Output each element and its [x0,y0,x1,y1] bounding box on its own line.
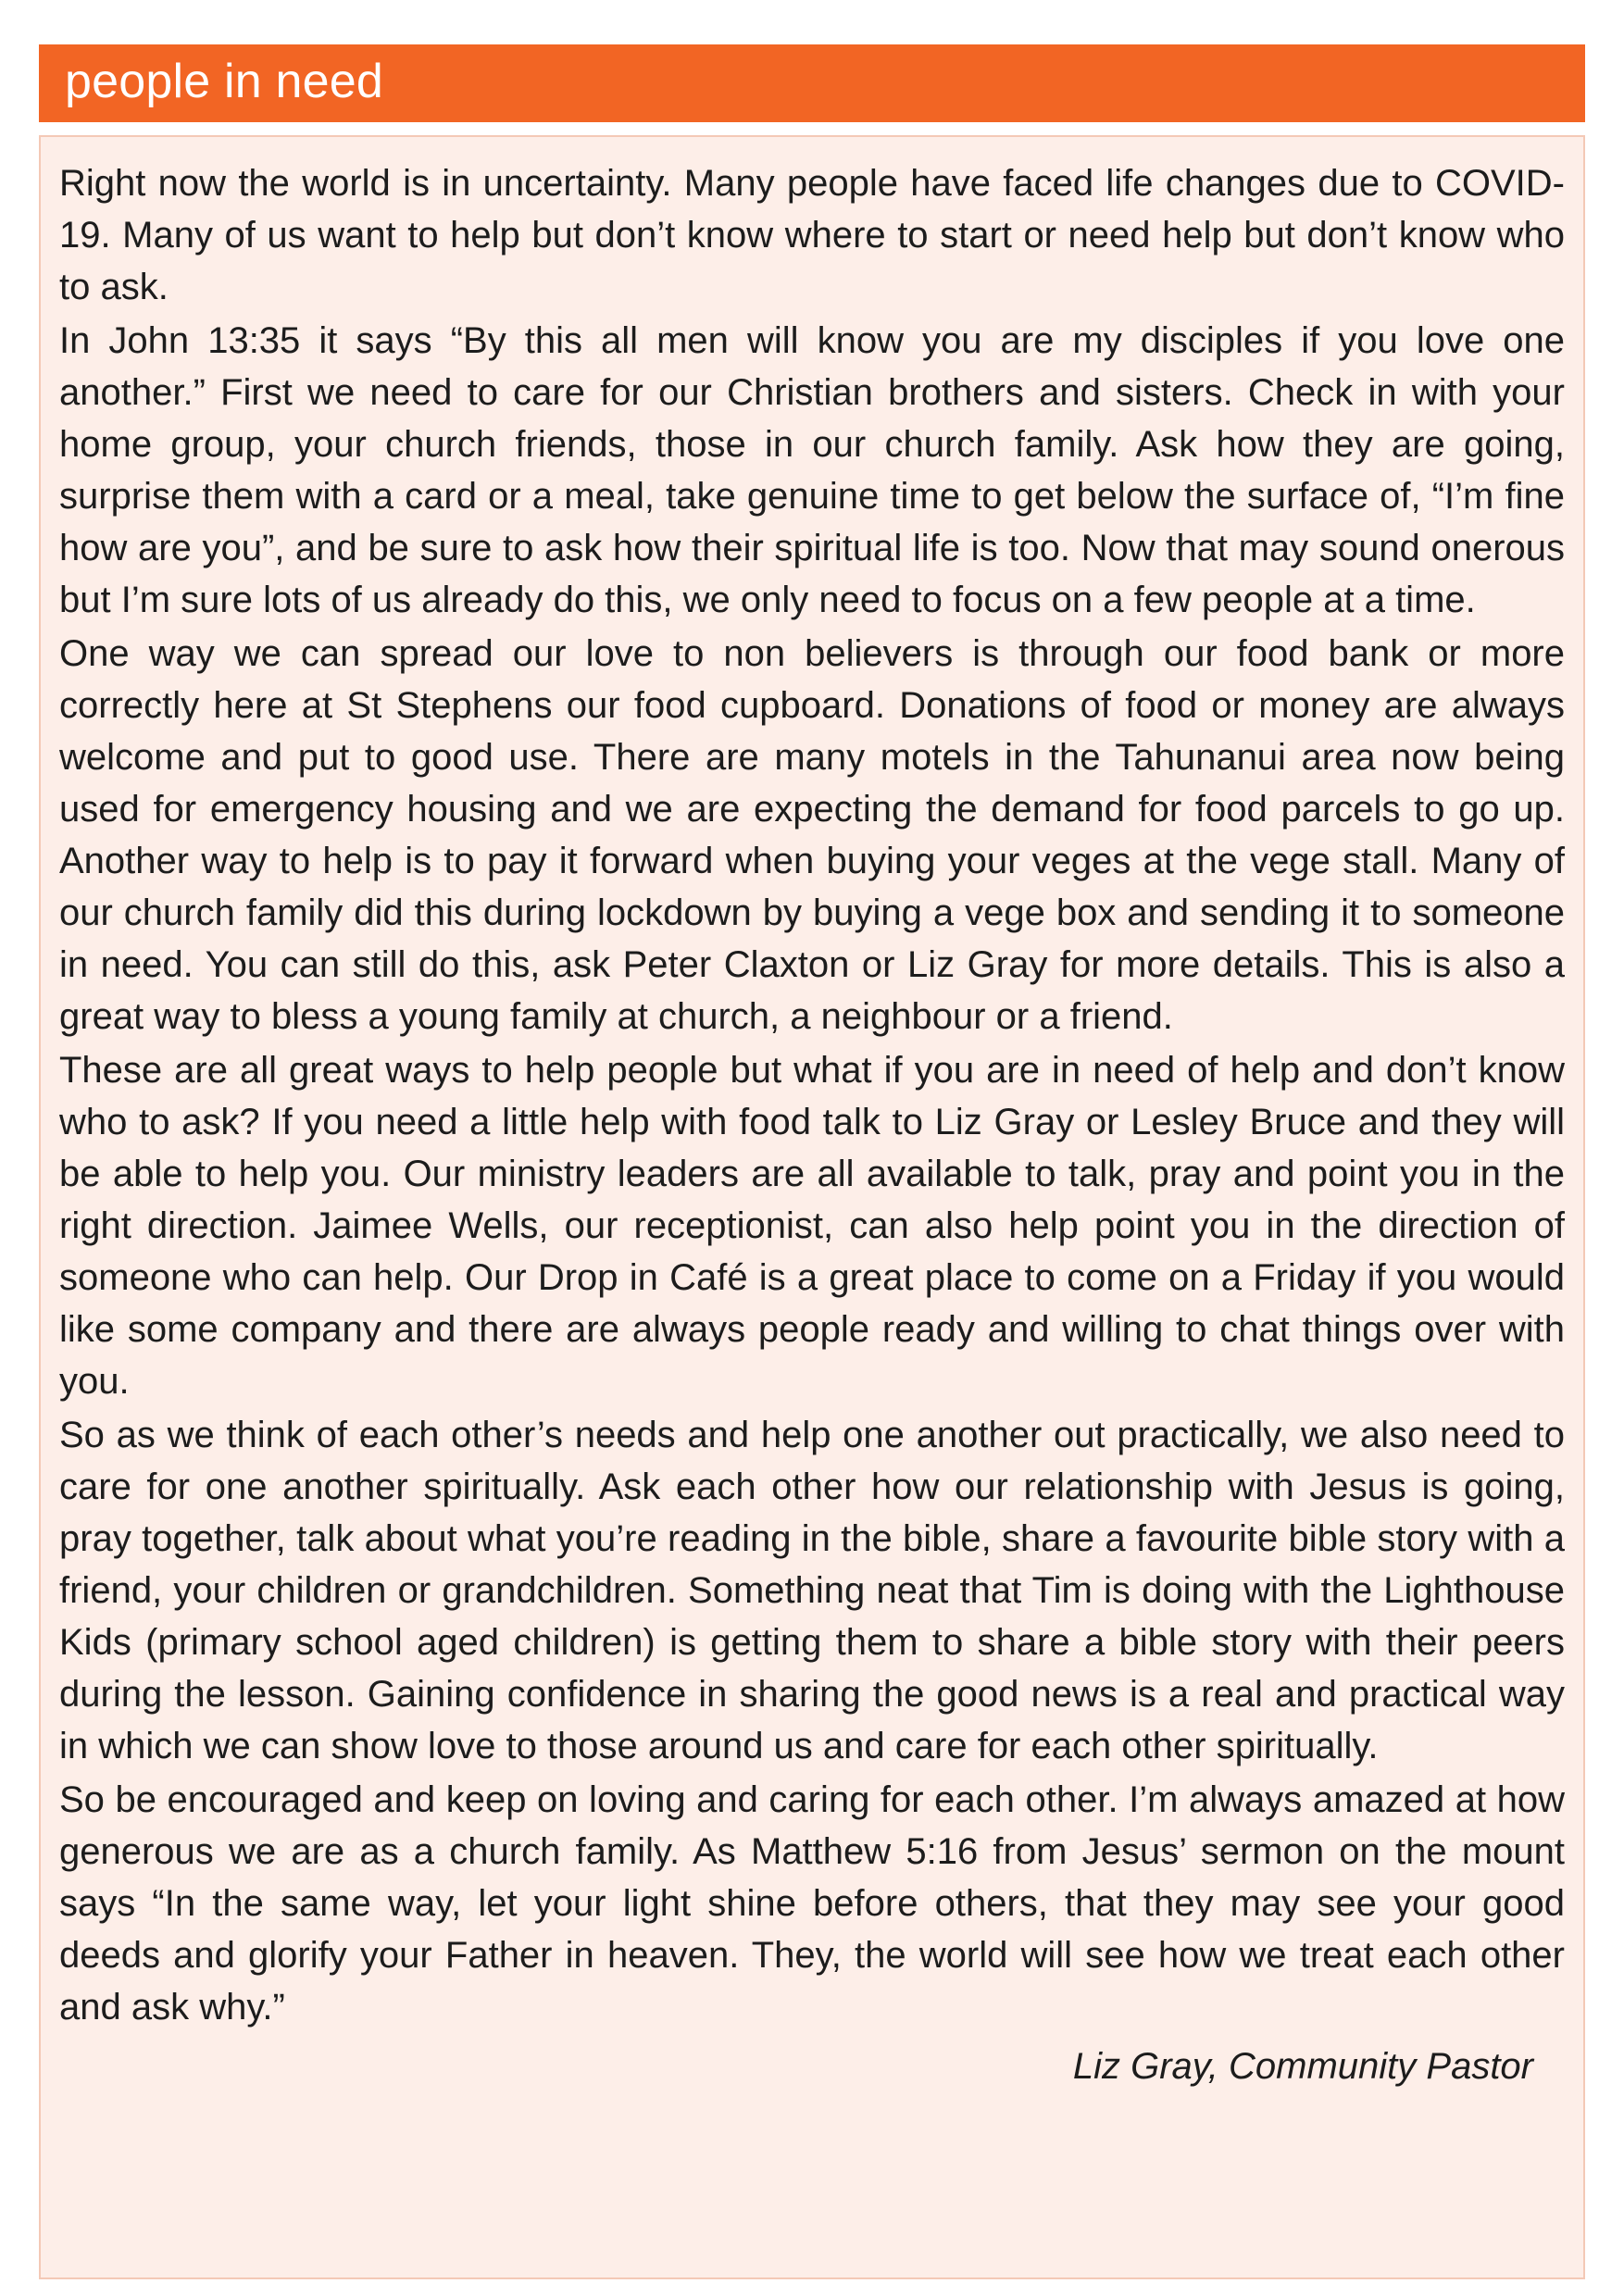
section-title: people in need [65,55,383,108]
article-paragraph-4: These are all great ways to help people but what if you are in need of help and don’t know who to ask? If you need a little help with food talk to Liz Gray or Lesley Bruce and they will be able to help you. Our ministry leaders are all available to talk, pray and point you in the right direction. Jaimee Wells, our receptionist, can also help point you in the direction of someone who can help. Our Drop in Café is a great place to come on a Friday if you would like some company and there are always people ready and willing to chat things over with you. [59,1050,1565,1402]
article-paragraph-3: One way we can spread our love to non believers is through our food bank or more correctly here at St Stephens our food cupboard. Donations of food or money are always welcome and put to good use. There are many motels in the Tahunanui area now being used for emergency housing and we are expecting the demand for food parcels to go up. Another way to help is to pay it forward when buying your veges at the vege stall. Many of our church family did this during lockdown by buying a vege box and sending it to someone in need. You can still do this, ask Peter Claxton or Liz Gray for more details. This is also a great way to bless a young family at church, a neighbour or a friend. [59,633,1565,1037]
author-signature: Liz Gray, Community Pastor [1072,2046,1533,2087]
article-paragraph-6: So be encouraged and keep on loving and caring for each other. I’m always amazed at how generous we are as a church family. As Matthew 5:16 from Jesus’ sermon on the mount says “In the same way, let your light shine before others, that they may see your good deeds and glorify your Father in heaven. They, the world will see how we treat each other and ask why.” [59,1779,1565,2028]
article-paragraph-5: So as we think of each other’s needs and help one another out practically, we also need to care for one another spiritually. Ask each other how our relationship with Jesus is going, pray together, talk about what you’re reading in the bible, share a favourite bible story with a friend, your children or grandchildren. Something neat that Tim is doing with the Lighthouse Kids (primary school aged children) is getting them to share a bible story with their peers during the lesson. Gaining confidence in sharing the good news is a real and practical way in which we can show love to those around us and care for each other spiritually. [59,1415,1565,1766]
section-header-bar [39,44,1585,122]
article-paragraph-2: In John 13:35 it says “By this all men will know you are my disciples if you love one another.” First we need to care for our Christian brothers and sisters. Check in with your home group, your church friends, those in our church family. Ask how they are going, surprise them with a card or a meal, take genuine time to get below the surface of, “I’m fine how are you”, and be sure to ask how their spiritual life is too. Now that may sound onerous but I’m sure lots of us already do this, we only need to focus on a few people at a time. [59,320,1565,620]
article-panel [39,135,1585,2279]
article-paragraph-1: Right now the world is in uncertainty. Many people have faced life changes due to COVID-19. Many of us want to help but don’t know where to start or need help but don’t know who to ask. [59,163,1565,307]
